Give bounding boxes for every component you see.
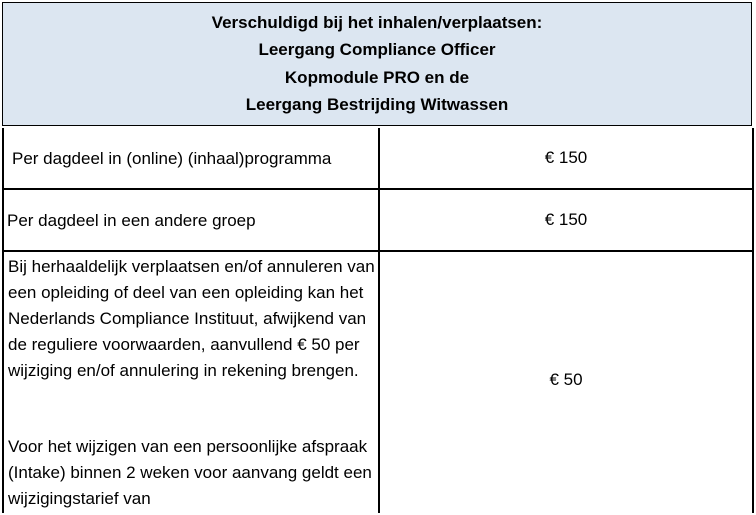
- price-cell: [378, 128, 754, 190]
- intake-paragraph: Voor het wijzigen van een persoonlijke afspraak (Intake) binnen 2 weken voor aanvang geldt een wijzigingstarief van: [8, 437, 372, 508]
- price-value: € 50: [549, 370, 583, 389]
- price-value: € 150: [544, 210, 588, 229]
- description-cell: [2, 190, 378, 252]
- price-cell: [378, 252, 754, 513]
- price-cell: [378, 190, 754, 252]
- rescheduling-paragraph: Bij herhaaldelijk verplaatsen en/of annuleren van een opleiding of deel van een opleiding kan het Nederlands Compliance Instituut, afwijkend van de reguliere voorwaarden, aanvullend € 50 per wijziging en/of annulering in rekening brengen.: [8, 257, 375, 380]
- header-line: Leergang Bestrijding Witwassen: [245, 95, 509, 115]
- header-line: Kopmodule PRO en de: [284, 67, 470, 87]
- table-header: [2, 2, 752, 126]
- header-line: Verschuldigd bij het inhalen/verplaatsen:: [211, 12, 543, 32]
- row-label: Per dagdeel in een andere groep: [7, 211, 256, 230]
- table-row: [2, 128, 754, 190]
- row-label: Per dagdeel in (online) (inhaal)programma: [12, 149, 332, 168]
- description-cell: [2, 252, 378, 513]
- table-row: [2, 252, 754, 513]
- description-cell: [2, 128, 378, 190]
- table-row: [2, 190, 754, 252]
- header-line: Leergang Compliance Officer: [258, 40, 496, 60]
- price-value: € 150: [544, 148, 588, 167]
- fee-table: [2, 2, 754, 513]
